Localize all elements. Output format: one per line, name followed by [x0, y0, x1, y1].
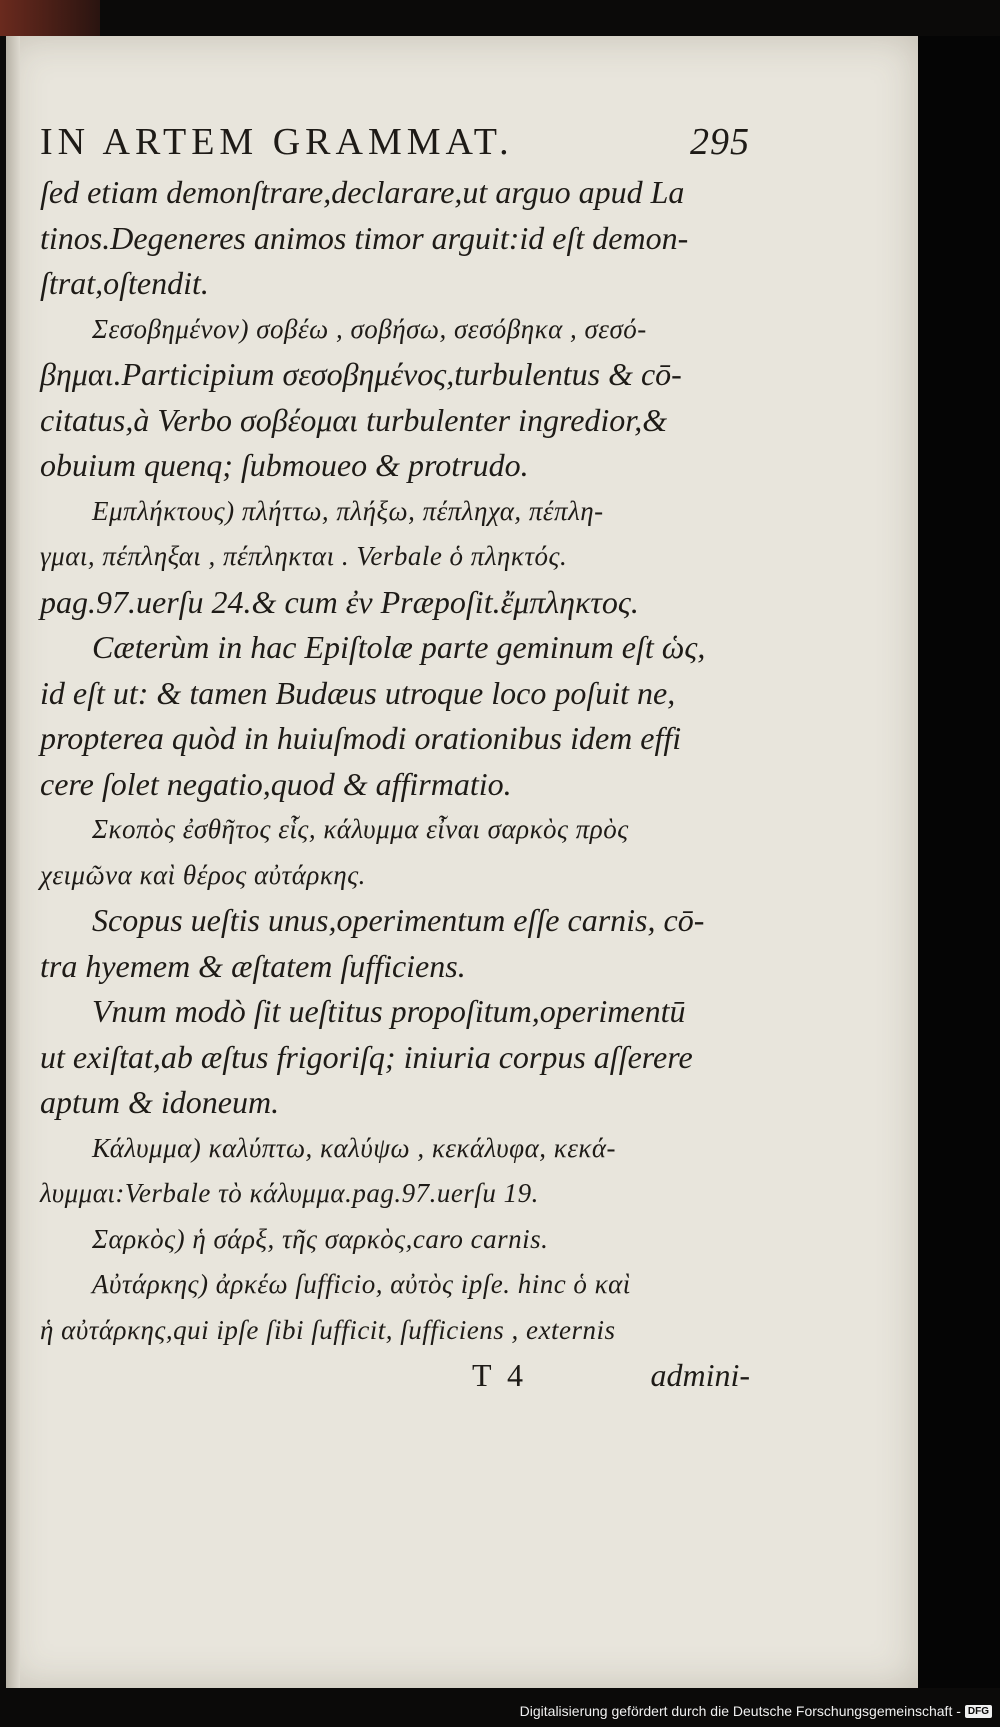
greek-lemma-line: Εμπλήκτους) πλήττω, πλήξω, πέπληχα, πέπλη- [92, 495, 604, 526]
text-line: Vnum modò ſit ueſtitus propoſitum,operimentū [92, 993, 686, 1029]
signature-mark: T 4 [472, 1357, 523, 1393]
text-line: ſed etiam demonſtrare,declarare,ut arguo apud La [40, 174, 685, 210]
credit-text: Digitalisierung gefördert durch die Deutsche Forschungsgemeinschaft - [519, 1703, 961, 1719]
greek-lemma-line: Κάλυμμα) καλύπτω, καλύψω , κεκάλυφα, κεκά- [92, 1132, 617, 1163]
text-line: tinos.Degeneres animos timor arguit:id eſt demon- [40, 219, 689, 256]
text-line: pag.97.uerſu 24.& cum ἐν Præpoſit.ἔμπληκτος. [40, 583, 639, 620]
text-line: βημαι.Participium σεσοβημένος,turbulentus & cō- [40, 356, 682, 392]
text-line: obuium quenq; ſubmoueo & protrudo. [40, 447, 529, 483]
text-line: Cæterùm in hac Epiſtolæ parte geminum eſt ὡς, [92, 629, 706, 665]
text-line: propterea quòd in huiuſmodi orationibus idem effi [40, 720, 682, 756]
text-line: Scopus ueſtis unus,operimentum eſſe carnis, cō- [92, 902, 705, 938]
text-line: λυμμαι:Verbale τὸ κάλυμμα.pag.97.uerſu 19. [40, 1178, 539, 1208]
text-line: ἡ αὐτάρκης,qui ipſe ſibi ſufficit, ſufficiens , externis [40, 1314, 616, 1345]
greek-quotation-line: Σκοπὸς ἐσθῆτος εἷς, κάλυμμα εἶναι σαρκὸς πρὸς [92, 814, 629, 844]
page-binding-edge [6, 36, 20, 1688]
page-footer [40, 1353, 750, 1398]
page-text-block [40, 120, 750, 1398]
digitization-credit [520, 1703, 992, 1719]
greek-lemma-line: Σεσοβημένον) σοβέω , σοβήσω, σεσόβηκα , σεσό- [92, 313, 647, 344]
text-line: γμαι, πέπληξαι , πέπληκται . Verbale ὁ πληκτός. [40, 541, 568, 571]
text-line: ſtrat,oſtendit. [40, 265, 209, 301]
book-spine-top [0, 0, 100, 36]
dfg-logo: DFG [965, 1705, 992, 1718]
greek-quotation-line: χειμῶνα καὶ θέρος αὐτάρκης. [40, 859, 366, 890]
text-line: citatus,à Verbo σοβέομαι turbulenter ingredior,& [40, 401, 668, 438]
scan-background-edge [918, 36, 1000, 1688]
text-line: aptum & idoneum. [40, 1084, 280, 1120]
running-header [40, 120, 750, 164]
text-line: ut exiſtat,ab æſtus frigoriſq; iniuria corpus aſſerere [40, 1038, 693, 1075]
text-line: id eſt ut: & tamen Budæus utroque loco poſuit ne, [40, 674, 676, 711]
running-title: IN ARTEM GRAMMAT. [40, 121, 514, 163]
text-line: tra hyemem & æſtatem ſufficiens. [40, 947, 466, 984]
greek-lemma-line: Αὐτάρκης) ἀρκέω ſufficio, αὐτὸς ipſe. hinc ὁ καὶ [92, 1269, 631, 1299]
greek-lemma-line: Σαρκὸς) ἡ σάρξ, τῆς σαρκὸς,caro carnis. [92, 1223, 549, 1254]
text-line: cere ſolet negatio,quod & affirmatio. [40, 765, 512, 802]
page-number: 295 [690, 121, 750, 163]
catchword: admini- [650, 1357, 750, 1393]
